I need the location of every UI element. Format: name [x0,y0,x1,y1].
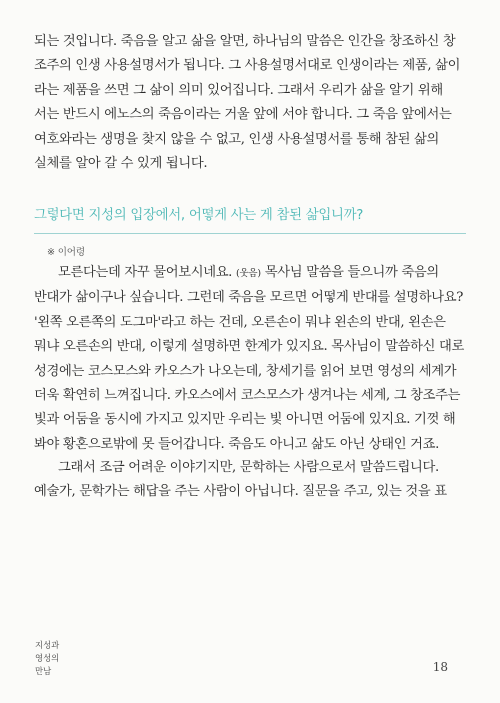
running-book-title [35,639,59,678]
book-title-line: 지성과 [35,640,60,650]
text-line: 반대가 삶이구나 싶습니다. 그런데 죽음을 모르면 어떻게 반대를 설명하나요? [34,290,464,306]
book-title-line: 영성의 [35,653,60,663]
laughter-note: (웃음) [235,268,261,279]
answer-paragraph [34,261,466,457]
answer-paragraph-2 [34,456,466,505]
text-line: 실체를 알아 갈 수 있게 됩니다. [34,156,208,172]
page-number: 18 [432,660,448,674]
text-line: 그래서 조금 어려운 이야기지만, 문학하는 사람으로서 말씀드립니다. [58,460,439,475]
text-line: 뭐냐 오른손의 반대, 이렇게 설명하면 한계가 있지요. 목사님이 말씀하신 대로 [34,339,464,355]
text-line: 라는 제품을 쓰면 그 삶이 의미 있어집니다. 그래서 우리가 삶을 알기 위해 [34,82,443,98]
text-line: 되는 것입니다. 죽음을 알고 삶을 알면, 하나님의 말씀은 인간을 창조하신 창 [34,34,456,49]
text-line: 더욱 확연히 느껴집니다. 카오스에서 코스모스가 생겨나는 세계, 그 창조주는 [34,388,461,404]
text-line: 예술가, 문학가는 해답을 주는 사람이 아닙니다. 질문을 주고, 있는 것을 표 [34,484,447,500]
intro-paragraph [34,30,466,176]
text-line: 성경에는 코스모스와 카오스가 나오는데, 창세기를 읽어 보면 영성의 세계가 [34,363,457,379]
text-line [34,261,466,286]
question-heading: 그렇다면 지성의 입장에서, 어떻게 사는 게 참된 삶입니까? [34,206,466,234]
text-segment: 모른다는데 자꾸 물어보시네요. [58,265,236,280]
text-line: 조주의 인생 사용설명서가 됩니다. 그 사용설명서대로 인생이라는 제품, 삶이 [34,58,461,74]
book-title-line: 만남 [35,666,52,676]
text-line: 빛과 어둠을 동시에 가지고 있지만 우리는 빛 아니면 어둠에 있지요. 기껏 해 [34,412,456,428]
text-line: '왼쪽 오른쪽의 도그마'라고 하는 건데, 오른손이 뭐냐 왼손의 반대, 왼손은 [34,314,446,330]
text-line: 여호와라는 생명을 찾지 않을 수 없고, 인생 사용설명서를 통해 참된 삶의 [34,131,439,147]
text-line: 봐야 황혼으로밖에 못 들어갑니다. 죽음도 아니고 삶도 아닌 상태인 거죠. [34,436,439,452]
speaker-label: ※ 이어령 [47,247,85,258]
text-line: 서는 반드시 에노스의 죽음이라는 거울 앞에 서야 합니다. 그 죽음 앞에서는 [34,107,452,123]
text-segment: 목사님 말씀을 들으니까 죽음의 [260,265,439,280]
